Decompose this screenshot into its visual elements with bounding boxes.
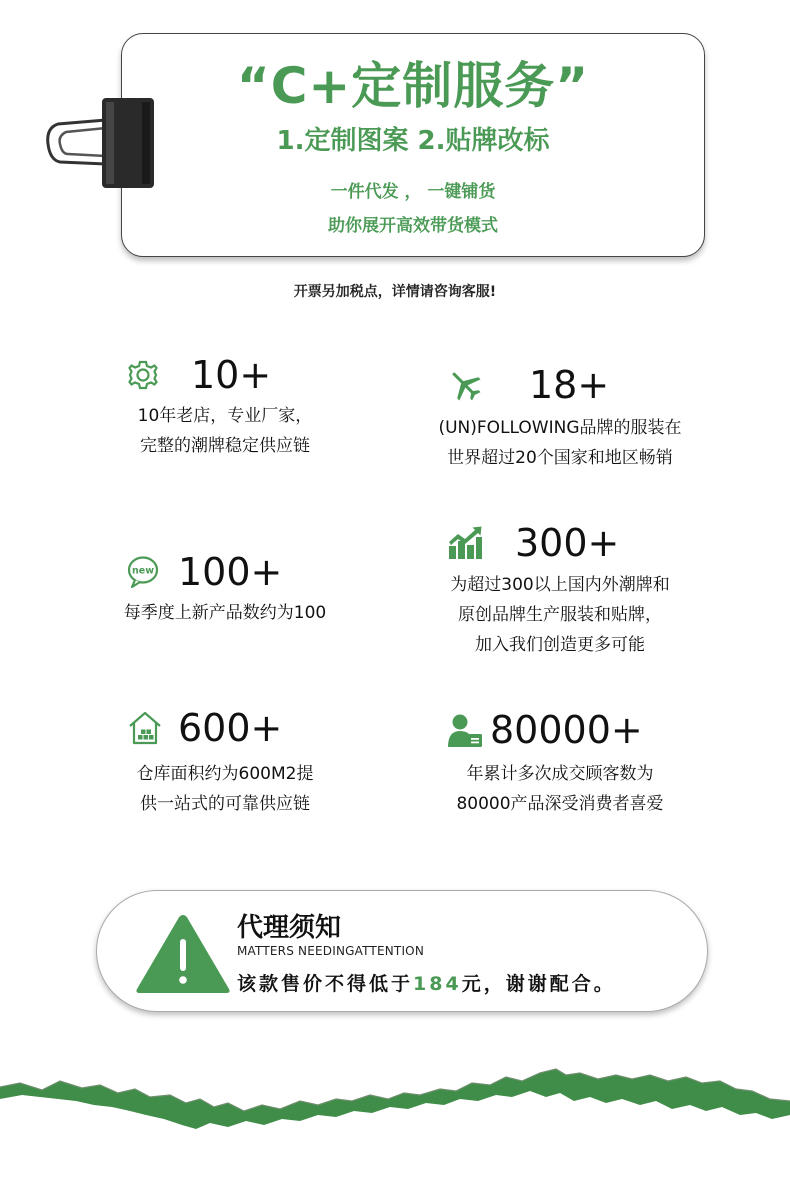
stat-number: 80000+ (490, 708, 643, 752)
stat-desc-line: 原创品牌生产服装和贴牌， (458, 605, 662, 625)
stat-desc-line: 10年老店，专业厂家， (137, 406, 313, 426)
airplane-icon (448, 368, 482, 402)
agent-notice-card (96, 890, 708, 1012)
binder-clip-icon (44, 98, 156, 190)
stat-desc-line: 世界超过20个国家和地区畅销 (447, 448, 673, 468)
torn-paper-decoration (0, 1055, 790, 1145)
header-subtitle: 1.定制图案 2.贴牌改标 (276, 126, 550, 156)
stat-desc-line: 完整的潮牌稳定供应链 (140, 436, 310, 456)
notice-subtitle: MATTERS NEEDINGATTENTION (237, 944, 425, 958)
notice-text-before: 该款售价不得低于 (237, 973, 414, 995)
header-tagline-2: 助你展开高效带货模式 (328, 216, 498, 236)
header-tagline-1: 一件代发 ， 一键铺货 (330, 182, 496, 202)
stat-desc-line: 为超过300以上国内外潮牌和 (450, 575, 670, 595)
stat-desc-line: 每季度上新产品数约为100 (123, 603, 327, 623)
gear-icon (126, 358, 160, 392)
stat-desc-line: 供一站式的可靠供应链 (140, 794, 310, 814)
notice-text-after: 元，谢谢配合。 (461, 973, 616, 995)
stat-number: 100+ (178, 550, 283, 594)
growth-chart-icon (448, 526, 482, 560)
stat-desc-line: (UN)FOLLOWING品牌的服装在 (438, 418, 682, 438)
warehouse-icon (128, 711, 162, 745)
header-card (121, 33, 705, 257)
stat-number: 10+ (191, 353, 272, 397)
stat-desc-line: 仓库面积约为600M2提 (136, 764, 314, 784)
header-title: “C+定制服务” (236, 57, 590, 115)
stat-number: 600+ (178, 706, 283, 750)
stat-number: 18+ (529, 363, 610, 407)
stat-desc-line: 加入我们创造更多可能 (475, 635, 645, 655)
notice-title: 代理须知 (237, 913, 342, 943)
new-badge-text: new (132, 565, 154, 577)
warning-icon (135, 913, 231, 995)
new-badge-icon (126, 555, 160, 589)
stat-number: 300+ (515, 521, 620, 565)
stat-desc-line: 80000产品深受消费者喜爱 (456, 794, 664, 814)
stat-desc-line: 年累计多次成交顾客数为 (466, 764, 654, 784)
customer-icon (448, 713, 482, 747)
notice-text (237, 971, 616, 997)
notice-price: 184 (413, 973, 462, 995)
invoice-note: 开票另加税点，详情请咨询客服! (293, 284, 497, 300)
